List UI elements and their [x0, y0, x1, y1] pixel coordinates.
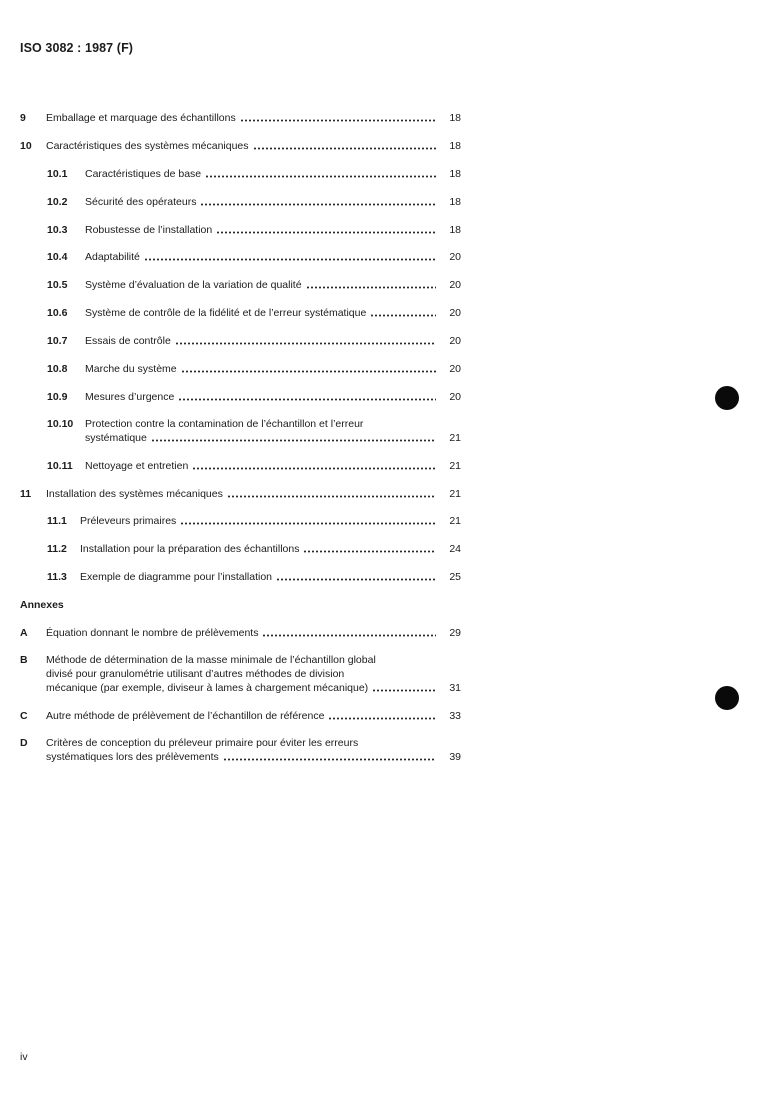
entry-line — [85, 334, 436, 348]
page-number: 31 — [449, 682, 461, 694]
entry-line — [85, 362, 436, 376]
entry-title: Protection contre la contamination de l’échantillon et l’erreur — [85, 418, 364, 430]
entry-line — [46, 667, 436, 681]
page-number: 18 — [449, 196, 461, 208]
entry-title: Autre méthode de prélèvement de l’échantillon de référence — [46, 710, 325, 722]
entry-number: 10.10 — [47, 418, 74, 430]
entry-body — [80, 570, 436, 584]
document-header: ISO 3082 : 1987 (F) — [20, 41, 134, 55]
entry-number: 11.1 — [47, 515, 67, 527]
entry-title: Installation des systèmes mécaniques — [46, 488, 223, 500]
entry-body — [85, 195, 436, 209]
dot-leader — [223, 758, 436, 761]
entry-line — [46, 487, 436, 501]
entry-line — [80, 542, 436, 556]
dot-leader — [192, 467, 436, 470]
entry-title: Robustesse de l’installation — [85, 224, 213, 236]
entry-number: 10.7 — [47, 335, 68, 347]
entry-number: 10.8 — [47, 363, 68, 375]
entry-line — [85, 390, 436, 404]
entry-line — [46, 111, 436, 125]
entry-line — [85, 195, 436, 209]
page-number: 29 — [449, 627, 461, 639]
punch-hole — [715, 686, 739, 710]
entry-body — [85, 278, 436, 292]
entry-number: B — [20, 654, 28, 666]
entry-number: A — [20, 627, 28, 639]
entry-title-continued: systématiques lors des prélèvements — [46, 751, 219, 763]
entry-title: Critères de conception du préleveur primaire pour éviter les erreurs — [46, 737, 359, 749]
entry-title-continued: systématique — [85, 432, 147, 444]
dot-leader — [303, 550, 436, 553]
entry-body — [85, 250, 436, 264]
entry-body — [85, 459, 436, 473]
dot-leader — [144, 258, 436, 261]
entry-body — [46, 709, 436, 723]
entry-body — [85, 223, 436, 237]
entry-number: 10.9 — [47, 391, 68, 403]
entry-title-continued: divisé pour granulométrie utilisant d’autres méthodes de division — [46, 668, 345, 680]
entry-body — [46, 626, 436, 640]
page-number: 20 — [449, 279, 461, 291]
dot-leader — [175, 342, 436, 345]
page-number: 21 — [449, 488, 461, 500]
dot-leader — [372, 689, 436, 692]
entry-number: 10.2 — [47, 196, 68, 208]
entry-line — [46, 681, 436, 695]
page-number: 20 — [449, 391, 461, 403]
footer-page-number: iv — [20, 1051, 28, 1063]
entry-body — [85, 390, 436, 404]
entry-line — [85, 250, 436, 264]
dot-leader — [240, 119, 436, 122]
entry-line — [85, 278, 436, 292]
page-number: 21 — [449, 432, 461, 444]
page-number: 18 — [449, 112, 461, 124]
entry-title-continued: mécanique (par exemple, diviseur à lames à chargement mécanique) — [46, 682, 369, 694]
entry-title: Caractéristiques de base — [85, 168, 202, 180]
entry-number: D — [20, 737, 28, 749]
entry-number: 10.1 — [47, 168, 68, 180]
entry-body — [85, 334, 436, 348]
page-number: 21 — [449, 515, 461, 527]
dot-leader — [151, 439, 436, 442]
entry-title: Exemple de diagramme pour l’installation — [80, 571, 273, 583]
entry-line — [85, 417, 436, 431]
entry-title: Adaptabilité — [85, 251, 140, 263]
dot-leader — [370, 314, 436, 317]
dot-leader — [276, 578, 436, 581]
entry-body — [46, 487, 436, 501]
entry-line — [85, 223, 436, 237]
entry-line — [46, 750, 436, 764]
entry-title: Système d’évaluation de la variation de qualité — [85, 279, 302, 291]
entry-number: 9 — [20, 112, 26, 124]
page-number: 20 — [449, 251, 461, 263]
entry-line — [85, 306, 436, 320]
entry-line — [46, 139, 436, 153]
entry-line — [46, 626, 436, 640]
entry-line — [85, 431, 436, 445]
entry-number: C — [20, 710, 28, 722]
page-number: 18 — [449, 224, 461, 236]
entry-line — [46, 653, 436, 667]
entry-body — [85, 362, 436, 376]
dot-leader — [306, 286, 436, 289]
entry-body — [46, 736, 436, 764]
entry-title: Système de contrôle de la fidélité et de l’erreur systématique — [85, 307, 367, 319]
entry-body — [85, 167, 436, 181]
entry-number: 10.3 — [47, 224, 68, 236]
dot-leader — [227, 495, 436, 498]
entry-body — [85, 306, 436, 320]
entry-title: Emballage et marquage des échantillons — [46, 112, 236, 124]
entry-title: Nettoyage et entretien — [85, 460, 189, 472]
entry-line — [85, 167, 436, 181]
page-number: 25 — [449, 571, 461, 583]
dot-leader — [253, 147, 436, 150]
entry-title: Préleveurs primaires — [80, 515, 177, 527]
entry-body — [80, 542, 436, 556]
dot-leader — [200, 203, 436, 206]
page-number: 24 — [449, 543, 461, 555]
entry-title: Équation donnant le nombre de prélèvements — [46, 627, 259, 639]
entry-number: 10.11 — [47, 460, 73, 472]
page-number: 20 — [449, 335, 461, 347]
entry-title: Mesures d’urgence — [85, 391, 175, 403]
dot-leader — [216, 231, 436, 234]
page-number: 21 — [449, 460, 461, 472]
dot-leader — [328, 717, 436, 720]
entry-title: Caractéristiques des systèmes mécaniques — [46, 140, 249, 152]
entry-number: 11.3 — [47, 571, 67, 583]
entry-line — [85, 459, 436, 473]
entry-number: 10.5 — [47, 279, 68, 291]
page-number: 20 — [449, 363, 461, 375]
dot-leader — [181, 370, 436, 373]
entry-number: 10 — [20, 140, 32, 152]
page-number: 33 — [449, 710, 461, 722]
entry-body — [80, 514, 436, 528]
entry-line — [46, 709, 436, 723]
entry-number: 11 — [20, 488, 32, 500]
entry-title: Installation pour la préparation des échantillons — [80, 543, 300, 555]
dot-leader — [262, 634, 436, 637]
entry-line — [80, 514, 436, 528]
entry-number: 11.2 — [47, 543, 67, 555]
page-number: 39 — [449, 751, 461, 763]
page-number: 20 — [449, 307, 461, 319]
dot-leader — [180, 522, 436, 525]
entry-line — [80, 570, 436, 584]
entry-title: Marche du système — [85, 363, 177, 375]
entry-body — [46, 111, 436, 125]
entry-number: 10.6 — [47, 307, 68, 319]
entry-title: Essais de contrôle — [85, 335, 171, 347]
entry-number: 10.4 — [47, 251, 68, 263]
entry-title: Méthode de détermination de la masse minimale de l’échantillon global — [46, 654, 376, 666]
entry-body — [85, 417, 436, 445]
entry-line — [46, 736, 436, 750]
page-number: 18 — [449, 168, 461, 180]
entry-body — [46, 653, 436, 695]
page-number: 18 — [449, 140, 461, 152]
entry-title: Sécurité des opérateurs — [85, 196, 197, 208]
entry-body — [46, 139, 436, 153]
punch-hole — [715, 386, 739, 410]
dot-leader — [205, 175, 436, 178]
dot-leader — [178, 398, 436, 401]
annexes-heading: Annexes — [20, 599, 64, 611]
